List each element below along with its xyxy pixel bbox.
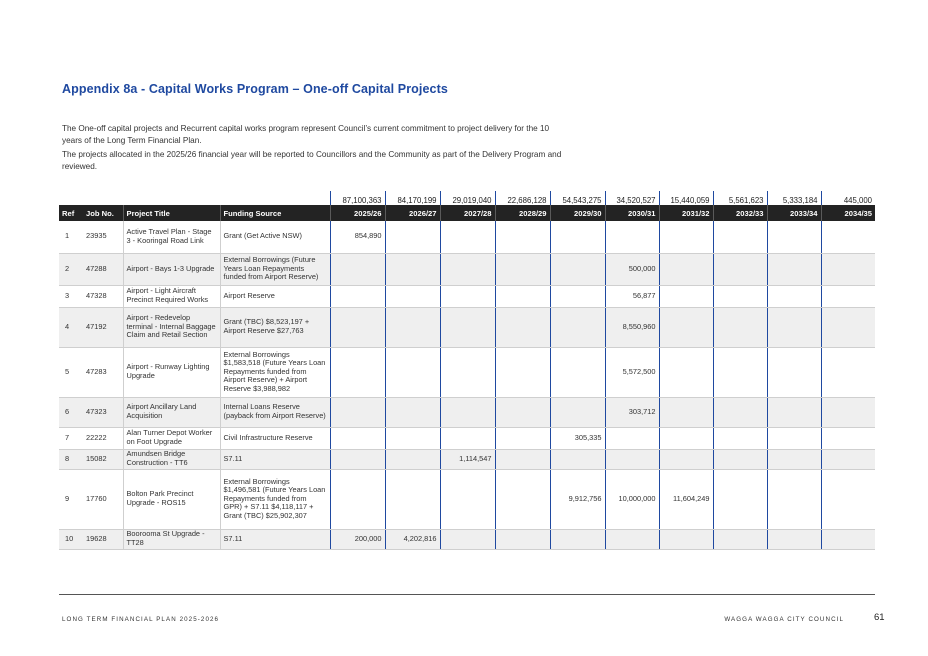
cell-value [821,253,875,285]
table-row [59,397,875,427]
cell-value [330,469,385,529]
cell-value [495,253,550,285]
cell-value [713,347,767,397]
cell-value [713,469,767,529]
cell-value [440,397,495,427]
cell-value [767,253,821,285]
cell-value [767,449,821,469]
cell-value: 11,604,249 [659,469,713,529]
table-row [59,347,875,397]
cell-project-title: Bolton Park Precinct Upgrade - ROS15 [123,469,220,529]
cell-value [767,427,821,449]
cell-ref: 6 [59,397,83,427]
cell-value [550,307,605,347]
cell-value [495,347,550,397]
cell-job-no: 47323 [83,397,123,427]
cell-value: 8,550,960 [605,307,659,347]
cell-value [440,469,495,529]
table-row [59,529,875,549]
cell-ref: 5 [59,347,83,397]
cell-job-no: 47283 [83,347,123,397]
footer-organisation: WAGGA WAGGA CITY COUNCIL [724,616,844,623]
cell-value [821,347,875,397]
table-row [59,221,875,253]
cell-value [821,397,875,427]
cell-value [821,469,875,529]
cell-value [605,529,659,549]
cell-project-title: Airport - Light Aircraft Precinct Required Works [123,285,220,307]
col-year-2026-27: 2026/27 [385,205,440,221]
col-year-2034-35: 2034/35 [821,205,875,221]
cell-value [767,397,821,427]
col-ref: Ref [59,205,83,221]
cell-job-no: 47288 [83,253,123,285]
page-title: Appendix 8a - Capital Works Program – One-off Capital Projects [62,82,448,96]
cell-value [385,221,440,253]
cell-value [440,221,495,253]
cell-project-title: Amundsen Bridge Construction - TT6 [123,449,220,469]
cell-job-no: 47328 [83,285,123,307]
cell-value [659,253,713,285]
cell-value [713,221,767,253]
total-2028-29: 22,686,128 [495,191,550,205]
total-2030-31: 34,520,527 [605,191,659,205]
cell-value: 9,912,756 [550,469,605,529]
intro-paragraph: The One-off capital projects and Recurrent capital works program represent Council’s current commitment to project delivery for the 10 years of the Long Term Financial Plan. [62,124,550,145]
cell-value [385,253,440,285]
cell-value [821,221,875,253]
cell-value [330,253,385,285]
cell-value [330,427,385,449]
cell-value [550,529,605,549]
cell-value: 10,000,000 [605,469,659,529]
cell-value [821,529,875,549]
col-year-2027-28: 2027/28 [440,205,495,221]
cell-funding-source: Civil Infrastructure Reserve [220,427,330,449]
footer-document-title: LONG TERM FINANCIAL PLAN 2025-2026 [62,616,220,623]
cell-value [821,449,875,469]
cell-value: 305,335 [550,427,605,449]
cell-job-no: 17760 [83,469,123,529]
col-year-2028-29: 2028/29 [495,205,550,221]
cell-value: 500,000 [605,253,659,285]
cell-value [495,285,550,307]
cell-funding-source: External Borrowings $1,583,518 (Future Years Loan Repayments funded from Airport Reserve) + Airport Reserve $3,988,982 [220,347,330,397]
cell-funding-source: Internal Loans Reserve (payback from Airport Reserve) [220,397,330,427]
cell-funding-source: External Borrowings $1,496,581 (Future Years Loan Repayments funded from GPR) + S7.11 $4,118,117 + Grant (TBC) $25,902,307 [220,469,330,529]
col-year-2033-34: 2033/34 [767,205,821,221]
cell-job-no: 15082 [83,449,123,469]
cell-project-title: Airport Ancillary Land Acquisition [123,397,220,427]
cell-value [713,285,767,307]
total-2033-34: 5,333,184 [767,191,821,205]
cell-value [495,397,550,427]
total-2029-30: 54,543,275 [550,191,605,205]
col-job-no: Job No. [83,205,123,221]
cell-value [605,449,659,469]
cell-value [330,397,385,427]
col-year-2029-30: 2029/30 [550,205,605,221]
cell-value [659,397,713,427]
cell-value [440,285,495,307]
cell-value [550,347,605,397]
cell-value [330,449,385,469]
cell-value [767,469,821,529]
total-2026-27: 84,170,199 [385,191,440,205]
cell-project-title: Airport - Redevelop terminal - Internal Baggage Claim and Retail Section [123,307,220,347]
cell-value: 1,114,547 [440,449,495,469]
cell-value [767,221,821,253]
cell-value [821,427,875,449]
cell-value [385,307,440,347]
cell-value [713,253,767,285]
cell-value [659,347,713,397]
cell-funding-source: Airport Reserve [220,285,330,307]
cell-ref: 8 [59,449,83,469]
total-2031-32: 15,440,059 [659,191,713,205]
cell-value [659,307,713,347]
table-row [59,469,875,529]
cell-value [659,529,713,549]
cell-value [330,347,385,397]
cell-value [330,285,385,307]
totals-row [59,191,875,205]
table-row [59,427,875,449]
cell-job-no: 19628 [83,529,123,549]
totals-spacer [59,191,330,205]
cell-value [385,427,440,449]
col-year-2030-31: 2030/31 [605,205,659,221]
cell-funding-source: External Borrowings (Future Years Loan Repayments funded from Airport Reserve) [220,253,330,285]
cell-ref: 1 [59,221,83,253]
cell-funding-source: S7.11 [220,529,330,549]
cell-value [605,221,659,253]
cell-value [767,347,821,397]
cell-ref: 2 [59,253,83,285]
cell-value [550,285,605,307]
cell-ref: 10 [59,529,83,549]
cell-value [385,449,440,469]
col-year-2025-26: 2025/26 [330,205,385,221]
cell-project-title: Airport - Runway Lighting Upgrade [123,347,220,397]
table-row [59,285,875,307]
cell-job-no: 23935 [83,221,123,253]
cell-value [713,397,767,427]
cell-value [385,285,440,307]
cell-value [495,221,550,253]
col-project-title: Project Title [123,205,220,221]
col-funding-source: Funding Source [220,205,330,221]
cell-ref: 7 [59,427,83,449]
cell-project-title: Airport - Bays 1-3 Upgrade [123,253,220,285]
cell-value [440,427,495,449]
footer-divider [59,594,875,595]
cell-ref: 4 [59,307,83,347]
cell-value [767,529,821,549]
cell-value: 303,712 [605,397,659,427]
cell-value [440,253,495,285]
cell-value [440,307,495,347]
cell-value [440,347,495,397]
page-number: 61 [874,612,885,623]
total-2027-28: 29,019,040 [440,191,495,205]
total-2034-35: 445,000 [821,191,875,205]
cell-value [713,529,767,549]
header-row [59,205,875,221]
cell-value: 4,202,816 [385,529,440,549]
cell-value [495,449,550,469]
table-row [59,449,875,469]
cell-value [821,307,875,347]
total-2032-33: 5,561,623 [713,191,767,205]
cell-job-no: 22222 [83,427,123,449]
intro-text [62,123,562,175]
cell-project-title: Active Travel Plan - Stage 3 - Kooringal Road Link [123,221,220,253]
cell-value: 5,572,500 [605,347,659,397]
cell-value [550,221,605,253]
table-row [59,307,875,347]
cell-value [495,529,550,549]
cell-project-title: Boorooma St Upgrade - TT28 [123,529,220,549]
cell-value: 200,000 [330,529,385,549]
cell-value [713,427,767,449]
cell-value [550,253,605,285]
cell-value [550,397,605,427]
cell-funding-source: Grant (Get Active NSW) [220,221,330,253]
cell-value [767,285,821,307]
intro-paragraph: The projects allocated in the 2025/26 financial year will be reported to Councillors and the Community as part of the Delivery Program and reviewed. [62,150,562,171]
cell-value [495,427,550,449]
cell-value: 56,877 [605,285,659,307]
cell-value [495,307,550,347]
cell-project-title: Alan Turner Depot Worker on Foot Upgrade [123,427,220,449]
cell-value [385,469,440,529]
cell-value [330,307,385,347]
col-year-2032-33: 2032/33 [713,205,767,221]
cell-value [550,449,605,469]
col-year-2031-32: 2031/32 [659,205,713,221]
cell-value [495,469,550,529]
cell-job-no: 47192 [83,307,123,347]
cell-value [440,529,495,549]
cell-value [659,221,713,253]
cell-ref: 3 [59,285,83,307]
cell-ref: 9 [59,469,83,529]
cell-value: 854,890 [330,221,385,253]
cell-value [659,449,713,469]
total-2025-26: 87,100,363 [330,191,385,205]
table-row [59,253,875,285]
cell-value [713,449,767,469]
cell-funding-source: S7.11 [220,449,330,469]
cell-value [659,427,713,449]
cell-value [713,307,767,347]
cell-value [767,307,821,347]
cell-value [605,427,659,449]
cell-value [821,285,875,307]
capital-works-table [59,191,875,550]
cell-value [659,285,713,307]
cell-funding-source: Grant (TBC) $8,523,197 + Airport Reserve $27,763 [220,307,330,347]
cell-value [385,347,440,397]
cell-value [385,397,440,427]
